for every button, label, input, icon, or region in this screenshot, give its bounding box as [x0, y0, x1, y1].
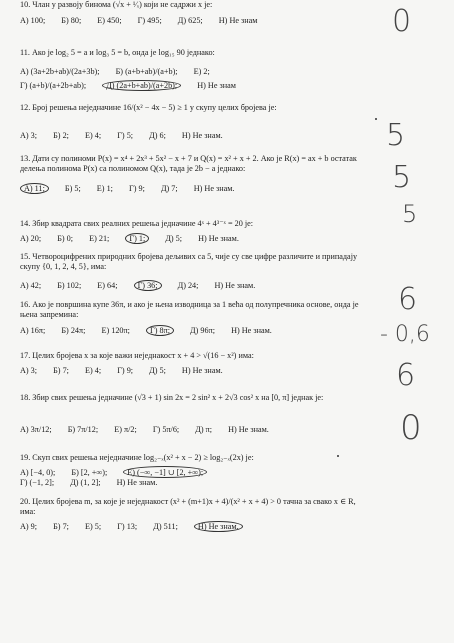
q20-opt-n: Н) Не знам. — [194, 521, 243, 532]
q14-opt-e: Е) 21; — [89, 234, 110, 243]
q20-opt-d: Д) 511; — [153, 522, 178, 531]
question-17-options — [20, 366, 360, 375]
q12-opt-e: Е) 4; — [85, 131, 102, 140]
q17-opt-b: Б) 7; — [53, 366, 69, 375]
question-20-options — [20, 521, 360, 532]
question-10-text: 10. Члан у развоју бинома (√x + ¹⁄ₓ) који не садржи x је: — [20, 0, 213, 9]
q11-opt-e: Е) 2; — [193, 67, 210, 76]
question-12-text: 12. Број решења неједначине 16/(x² − 4x − 5) ≥ 1 у скупу целих бројева је: — [20, 103, 277, 112]
ink-dot — [337, 455, 339, 457]
handwritten-mark-q13: 5 — [392, 160, 412, 195]
q16-opt-d: Д) 96π; — [190, 326, 216, 335]
q12-opt-b: Б) 2; — [53, 131, 69, 140]
question-17-text: 17. Целих бројева x за које важи неједнакост x + 4 > √(16 − x²) има: — [20, 351, 254, 360]
question-18 — [20, 393, 360, 403]
handwritten-mark-q10: 0 — [392, 4, 412, 39]
question-17 — [20, 351, 360, 361]
question-13-text: 13. Дати су полиноми P(x) = x⁴ + 2x³ + 5x² − x + 7 и Q(x) = x² + x + 2. Ако је R(x) = ax + b остатак делења полинома P(x) са полиномом Q(x), тада је 2b − a једнако: — [20, 154, 357, 173]
q10-opt-g: Г) 495; — [137, 16, 162, 25]
q18-opt-n: Н) Не знам. — [228, 425, 269, 434]
q20-opt-e: Е) 5; — [85, 522, 102, 531]
q15-opt-b: Б) 102; — [57, 281, 82, 290]
question-14-options — [20, 233, 360, 244]
question-18-options — [20, 425, 360, 434]
q10-opt-n: Н) Не знам — [218, 16, 258, 25]
question-10 — [20, 0, 360, 10]
q16-opt-e: Е) 120π; — [101, 326, 130, 335]
question-15 — [20, 252, 360, 272]
question-19-options — [20, 466, 360, 478]
q15-opt-d: Д) 24; — [177, 281, 199, 290]
q15-opt-g: Г) 36; — [134, 280, 162, 291]
q16-opt-a: А) 16π; — [20, 326, 46, 335]
q10-opt-a: А) 100; — [20, 16, 46, 25]
q17-opt-g: Г) 9; — [117, 366, 134, 375]
question-16 — [20, 300, 360, 320]
question-18-text: 18. Збир свих решења једначине (√3 + 1) sin 2x = 2 sin² x + 2√3 cos² x на [0, π] једнак је: — [20, 393, 324, 402]
question-19 — [20, 453, 360, 463]
handwritten-mark-q12: 5 — [386, 118, 406, 153]
q13-opt-n: Н) Не знам. — [193, 184, 235, 193]
question-19-options-2 — [20, 478, 360, 487]
q19-opt-b: Б) [2, +∞); — [71, 468, 108, 477]
q14-opt-a: А) 20; — [20, 234, 42, 243]
q14-opt-g: Г) 1; — [125, 233, 149, 244]
q12-opt-d: Д) 6; — [149, 131, 166, 140]
q16-opt-b: Б) 24π; — [61, 326, 86, 335]
q14-opt-b: Б) 0; — [57, 234, 74, 243]
q12-opt-g: Г) 5; — [117, 131, 134, 140]
q10-opt-d: Д) 625; — [177, 16, 203, 25]
question-12 — [20, 103, 360, 113]
q18-opt-g: Г) 5π/6; — [152, 425, 180, 434]
handwritten-mark-q15: 6 — [398, 282, 418, 317]
question-10-options — [20, 16, 360, 25]
question-15-options — [20, 280, 360, 291]
question-14-text: 14. Збир квадрата свих реалних решења једначине 4ˣ + 4³⁻ˣ = 20 је: — [20, 219, 254, 228]
q14-opt-n: Н) Не знам. — [198, 234, 239, 243]
handwritten-mark-q18: 0 — [400, 408, 422, 448]
question-16-text: 16. Ако је површина купе 36π, и ако је њена изводница за 1 већа од полупречника основе, онда је њена запремина: — [20, 300, 359, 319]
q13-opt-e: Е) 1; — [96, 184, 113, 193]
q18-opt-a: А) 3π/12; — [20, 425, 52, 434]
q19-opt-g: Г) (−1, 2]; — [20, 478, 55, 487]
q15-opt-e: Е) 64; — [97, 281, 118, 290]
q11-opt-n: Н) Не знам — [197, 81, 236, 90]
q17-opt-n: Н) Не знам. — [181, 366, 223, 375]
handwritten-mark-q14: 5 — [402, 200, 418, 228]
q15-opt-n: Н) Не знам. — [214, 281, 256, 290]
question-20 — [20, 497, 360, 517]
q19-opt-a: А) [−4, 0); — [20, 468, 56, 477]
q20-opt-g: Г) 13; — [117, 522, 138, 531]
q13-opt-a: А) 11; — [20, 183, 49, 194]
question-13 — [20, 154, 360, 174]
q10-opt-e: Е) 450; — [97, 16, 122, 25]
q20-opt-a: А) 9; — [20, 522, 38, 531]
question-12-options — [20, 131, 360, 140]
question-13-options — [20, 183, 360, 194]
q17-opt-a: А) 3; — [20, 366, 38, 375]
q20-opt-b: Б) 7; — [53, 522, 69, 531]
q12-opt-n: Н) Не знам. — [181, 131, 223, 140]
ink-dot — [375, 118, 377, 120]
q12-opt-a: А) 3; — [20, 131, 38, 140]
q16-opt-n: Н) Не знам. — [231, 326, 272, 335]
q18-opt-d: Д) π; — [195, 425, 213, 434]
q15-opt-a: А) 42; — [20, 281, 42, 290]
question-11-options-2 — [20, 80, 360, 91]
q13-opt-b: Б) 5; — [64, 184, 81, 193]
q13-opt-d: Д) 7; — [160, 184, 178, 193]
q14-opt-d: Д) 5; — [165, 234, 183, 243]
question-16-options — [20, 325, 360, 336]
handwritten-mark-q17: 6 — [396, 358, 416, 393]
q11-opt-b: Б) (a+b+ab)/(a+b); — [115, 67, 178, 76]
question-20-text: 20. Целих бројева m, за које је неједнакост (x² + (m+1)x + 4)/(x² + x + 4) > 0 тачна за свако x ∈ R, има: — [20, 497, 356, 516]
q17-opt-d: Д) 5; — [149, 366, 166, 375]
question-14 — [20, 219, 360, 229]
q16-opt-g: Г) 8π; — [146, 325, 174, 336]
question-11 — [20, 48, 360, 58]
q11-opt-a: А) (3a+2b+ab)/(2a+3b); — [20, 67, 100, 76]
question-11-text: 11. Ако је log₂ 5 = a и log₃ 5 = b, онда је log₁₅ 90 једнако: — [20, 48, 215, 57]
question-15-text: 15. Четвороцифрених природних бројева дељивих са 5, чије су све цифре различите и припадају скупу {0, 1, 2, 4, 5}, има: — [20, 252, 358, 271]
q19-opt-n: Н) Не знам. — [116, 478, 158, 487]
q11-opt-g: Г) (a+b)/(a+2b+ab); — [20, 81, 87, 90]
question-19-text: 19. Скуп свих решења неједначине log₂₋ₓ(x² + x − 2) ≥ log₂₋ₓ(2x) је: — [20, 453, 254, 462]
q18-opt-b: Б) 7π/12; — [67, 425, 99, 434]
handwritten-mark-q16: - 0,6 — [380, 322, 430, 347]
q17-opt-e: Е) 4; — [85, 366, 102, 375]
q13-opt-g: Г) 9; — [129, 184, 145, 193]
question-11-options — [20, 67, 360, 76]
q19-opt-d: Д) (1, 2]; — [70, 478, 101, 487]
q19-opt-e: Е) (−∞, −1] ∪ [2, +∞); — [123, 466, 207, 478]
q11-opt-d: Д) (2a+b+ab)/(a+2b); — [102, 80, 181, 91]
q10-opt-b: Б) 80; — [61, 16, 82, 25]
q18-opt-e: Е) π/2; — [114, 425, 137, 434]
